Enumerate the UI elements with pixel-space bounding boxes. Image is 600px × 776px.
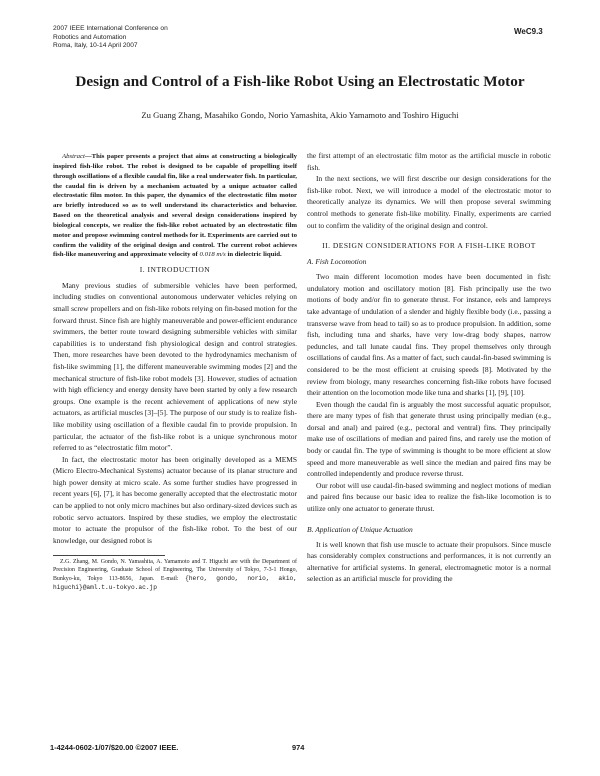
abstract-label: Abstract [62, 153, 85, 160]
abstract [53, 152, 297, 260]
intro-paragraph-2: In fact, the electrostatic motor has been originally developed as a MEMS (Micro Electro-Mechanical Systems) actuator because of its planar structure and high power density at micro scale. As some further studies have progressed in recent years [6], [7], it has become generally accepted that the electrostatic motor can be applied to not only micro machines but also ordinary-sized devices such as robotic servo actuators. Inspired by these studies, we employ the electrostatic motor to actuate the propulsor of the fish-like robot. To the best of our knowledge, our designed robot is [53, 454, 297, 545]
abstract-velocity: 0.018 [199, 251, 215, 259]
intro-paragraph-1: Many previous studies of submersible vehicles have been performed, including studies on conventional autonomous underwater vehicles relying on small screw propellers and on fish-like robots relying on fin-based motion for the forward thrust. Since fish are highly maneuverable and power-efficient endurance swimmers, the better route toward designing submersible vehicles with similar capabilities is to understand fish physiological design and control strategies. Then, more researches have been devoted to the hydrodynamics mechanism of fish-like swimming [1], the different maneuverable swimming modes [2] and the mechanical structure of fish-like robot models [3]. However, studies of actuation with high efficiency and energy density have been started by only a few research groups. One example is the recent achievement of applications of new style actuators, as artificial muscles [3]–[5]. The purpose of our study is to realize fish-like mobility using oscillation of a flexible caudal fin to provide propulsion. In particular, the actuator of the fish-like robot is a unique synchronous motor referred to as “electrostatic film motor”. [53, 280, 297, 453]
unique-actuation-paragraph-1: It is well known that fish use muscle to actuate their propulsors. Since muscle has considerably complex constructions and performances, it is not currently an alternative for artificial systems. In general, electromagnetic motor is a normal selection as an artificial muscle for providing the [307, 539, 551, 584]
conference-line-1: 2007 IEEE International Conference on [53, 25, 168, 32]
fish-locomotion-paragraph-1: Two main different locomotion modes have been documented in fish: undulatory motion and oscillatory motion [8]. Fish principally use the two motions of body and/or fin to generate thrust. For instance, eels and lampreys take advantage of undulation of a slender and highly flexible body (i.e., passing a transverse wave from head to tail) so as to produce propulsion. In addition, some fish, including tuna and sharks, have very low-drag body shapes, narrow peduncles, and tall lunate caudal fins. They propel themselves only through oscillations of caudal fins. As a matter of fact, such caudal-fin-based swimming is considered to be the most efficient at cruising speeds [8]. Motivated by the review from biology, many researches concerning fish-like robots have focused their attention on the locomotion mode like tuna and sharks [1], [9], [10]. [307, 272, 551, 398]
page-number: 974 [292, 743, 305, 752]
abstract-text: This paper presents a project that aims at constructing a biologically inspired fish-like robot. The robot is designed to be capable of propelling itself through oscillations of a flexible caudal fin, like a real underwater fish. In particular, the caudal fin is driven by a mechanism actuated by a unique actuator called electrostatic film motor. In this paper, the dynamics of the electrostatic film motor are briefly introduced so as to well understand its characteristics and behavior. Based on the theoretical analysis and several design considerations inspired by biological concepts, we realize the fish-like robot actuated by an electrostatic film motor and propose swimming control methods for it. Experiments are carried out to confirm the validity of the original design and control. The current robot achieves fish-like maneuvering and approximate velocity of [53, 153, 297, 259]
section-heading-design: II. DESIGN CONSIDERATIONS FOR A FISH-LIKE ROBOT [322, 241, 536, 251]
subsection-heading-fish-locomotion: A. Fish Locomotion [307, 257, 367, 267]
conference-line-2: Robotics and Automation [53, 33, 127, 41]
fish-locomotion-paragraph-2: Even though the caudal fin is arguably the most successful aquatic propulsor, there are many types of fish that generate thrust using principally median (e.g., dorsal and anal) and paired (e.g., pectoral and ventral) fins. They principally make use of oscillations of median and paired fins, and rarely use the motion of body or caudal fin. The type of swimming is thought to be more efficient at slow speed and more maneuverable as well since the median and paired fins may be controlled independently and produce reverse thrust. [307, 399, 551, 479]
conference-line-3: Roma, Italy, 10-14 April 2007 [53, 42, 138, 50]
abstract-dash: — [84, 153, 92, 160]
fish-locomotion-paragraph-3: Our robot will use caudal-fin-based swimming and neglect motions of median and paired fins because our basic idea to realize the fish-like locomotion is to utilize only one actuator to generate thrust. [307, 480, 551, 514]
session-code: WeC9.3 [514, 27, 543, 36]
right-column [307, 150, 551, 585]
footnote-email: {hero, gondo, norio, akio, higuchi}@aml.t.u-tokyo.ac.jp [53, 575, 297, 592]
intro-paragraph-3: In the next sections, we will first describe our design considerations for the fish-like robot. Next, we will introduce a model of the electrostatic motor to theoretically analyze its dynamics. We will then propose several swimming control methods to generate fish-like mobility. Finally, experiments are carried out to confirm the validity of the original design and control. [307, 174, 551, 230]
paper-title: Design and Control of a Fish-like Robot Using an Electrostatic Motor [75, 73, 525, 90]
footnote-text: Z.G. Zhang, M. Gondo, N. Yamashita, A. Yamamoto and T. Higuchi are with the Department of Precision Engineering, Graduate School of Engineering, The University of Tokyo, 7-3-1 Hongo, Bunkyo-ku, Tokyo 113-8656, Japan. [53, 559, 297, 583]
subsection-heading-unique-actuation: B. Application of Unique Actuation [307, 524, 413, 534]
left-column [53, 152, 297, 593]
intro-paragraph-2-continued: the first attempt of an electrostatic film motor as the artificial muscle in robotic fish. [307, 151, 551, 172]
conference-info [53, 25, 168, 51]
abstract-unit: m/s [216, 251, 226, 259]
footnote-email-label: E-mail: [160, 576, 179, 583]
footnote-divider [53, 555, 165, 556]
author-list: Zu Guang Zhang, Masahiko Gondo, Norio Yamashita, Akio Yamamoto and Toshiro Higuchi [141, 110, 459, 120]
author-footnote [53, 559, 297, 593]
abstract-end: in dielectric liquid. [227, 251, 282, 259]
section-heading-introduction: I. INTRODUCTION [139, 265, 211, 275]
copyright-line: 1-4244-0602-1/07/$20.00 ©2007 IEEE. [50, 743, 179, 752]
